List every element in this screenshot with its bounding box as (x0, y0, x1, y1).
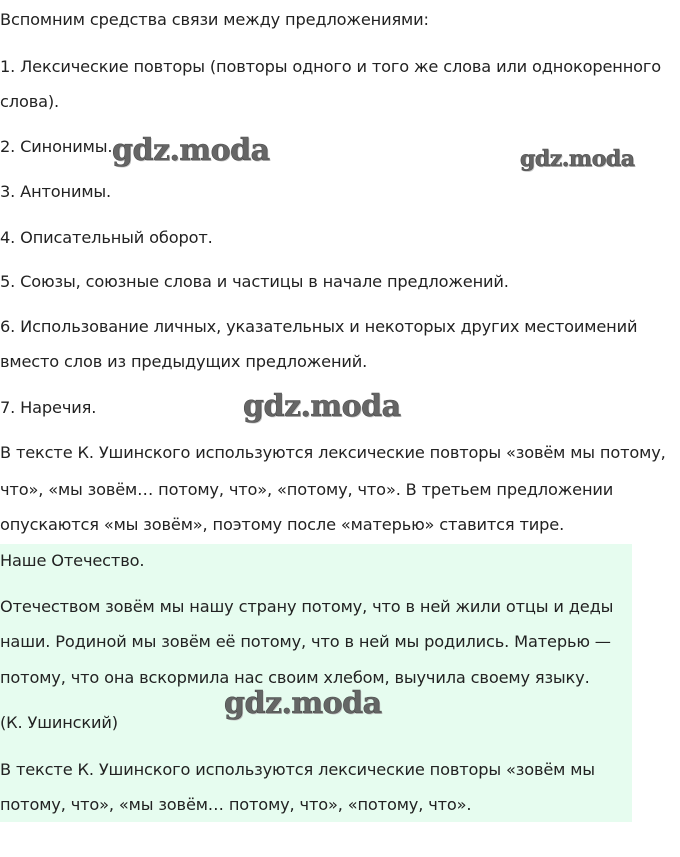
list-item-7: 7. Наречия. (0, 398, 97, 417)
quoted-text-line-2: наши. Родиной мы зовём её потому, что в ней мы родились. Матерью — (0, 632, 611, 651)
list-item-6-line-2: вместо слов из предыдущих предложений. (0, 352, 368, 371)
watermark-logo: gdz.moda (224, 686, 382, 721)
analysis-line-1: В тексте К. Ушинского используются лексические повторы «зовём мы потому, (0, 443, 666, 462)
conclusion-line-1: В тексте К. Ушинского используются лексические повторы «зовём мы (0, 760, 595, 779)
watermark-logo: gdz.moda (243, 389, 401, 424)
conclusion-line-2: потому, что», «мы зовём… потому, что», «потому, что». (0, 795, 472, 814)
list-item-2: 2. Синонимы. (0, 137, 113, 156)
list-item-1-line-1: 1. Лексические повторы (повторы одного и того же слова или однокоренного (0, 57, 662, 76)
watermark-logo: gdz.moda (112, 133, 270, 168)
quoted-text-line-3: потому, что она вскормила нас своим хлебом, выучила своему языку. (0, 668, 590, 687)
quoted-text-title: Наше Отечество. (0, 551, 145, 570)
list-item-5: 5. Союзы, союзные слова и частицы в начале предложений. (0, 272, 509, 291)
list-item-4: 4. Описательный оборот. (0, 228, 213, 247)
analysis-line-3: опускаются «мы зовём», поэтому после «матерью» ставится тире. (0, 515, 565, 534)
list-item-3: 3. Антонимы. (0, 182, 112, 201)
analysis-line-2: что», «мы зовём… потому, что», «потому, что». В третьем предложении (0, 480, 614, 499)
quoted-text-line-1: Отечеством зовём мы нашу страну потому, что в ней жили отцы и деды (0, 597, 614, 616)
list-item-6-line-1: 6. Использование личных, указательных и некоторых других местоимений (0, 317, 638, 336)
list-item-1-line-2: слова). (0, 92, 60, 111)
intro-text: Вспомним средства связи между предложениями: (0, 10, 429, 29)
quoted-text-author: (К. Ушинский) (0, 713, 118, 732)
watermark-logo: gdz.moda (520, 146, 635, 172)
